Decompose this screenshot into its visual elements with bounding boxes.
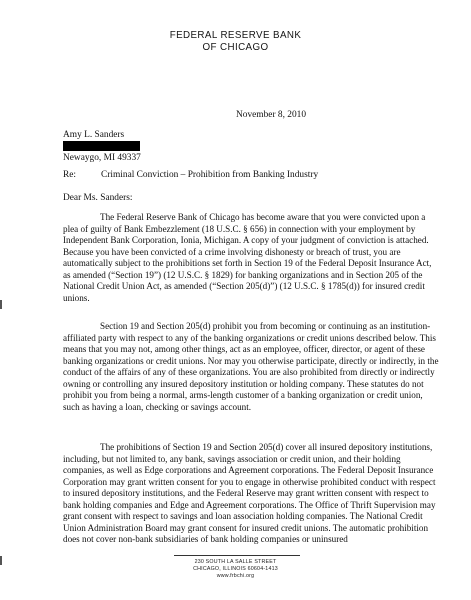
scan-edge-mark (0, 300, 2, 309)
recipient-city-line: Newaygo, MI 49337 (63, 153, 141, 163)
letterhead-line-2: OF CHICAGO (202, 42, 269, 53)
letter-date: November 8, 2010 (236, 110, 307, 120)
paragraph-text: Section 19 and Section 205(d) prohibit you from becoming or continuing as an institution-affiliated party with respect to any of the banking organizations or credit unions described below. This means that you may not, among other things, act as an employee, officer, director, or agent of these banking organizations or credit unions. Nor may you otherwise participate, directly or indirectly, in the conduct of the affairs of any of these organizations. You are also prohibited from directly or indirectly owning or controlling any insured depository institution or holding company. These statutes do not prohibit you from being a normal, arms-length customer of a banking organization or credit union, such as having a loan, checking or savings account. (63, 321, 439, 412)
subject-text: Criminal Conviction – Prohibition from Banking Industry (101, 170, 319, 180)
body-paragraph-1 (63, 212, 441, 304)
recipient-address (63, 129, 141, 164)
footer-website: www.frbchi.org (216, 573, 255, 580)
letterhead (0, 30, 471, 54)
redacted-street-address (63, 141, 140, 151)
footer-address (0, 559, 471, 581)
footer-divider (174, 555, 300, 556)
footer-city: CHICAGO, ILLINOIS 60604-1413 (193, 566, 278, 573)
letterhead-line-1: FEDERAL RESERVE BANK (169, 30, 302, 41)
body-paragraph-2 (63, 321, 441, 413)
salutation: Dear Ms. Sanders: (63, 193, 133, 203)
subject-label: Re: (63, 170, 77, 180)
scan-edge-mark (0, 556, 2, 565)
body-paragraph-3 (63, 442, 441, 546)
paragraph-text: The prohibitions of Section 19 and Section 205(d) cover all insured depository institutions, including, but not limited to, any bank, savings association or credit union, and their holding companies, as well as Edge corporations and Agreement corporations. The Federal Deposit Insurance Corporation may grant written consent for you to engage in otherwise prohibited conduct with respect to insured depository institutions, and the Federal Reserve may grant written consent with respect to bank holding companies and Edge and Agreement corporations. The Office of Thrift Supervision may grant consent with respect to savings and loan association holding companies. The National Credit Union Administration Board may grant consent for insured credit unions. The automatic prohibition does not cover non-bank subsidiaries of bank holding companies or uninsured (63, 442, 436, 545)
recipient-name: Amy L. Sanders (63, 130, 125, 140)
subject-line (63, 170, 319, 180)
footer-street: 230 SOUTH LA SALLE STREET (194, 559, 277, 565)
paragraph-text: The Federal Reserve Bank of Chicago has become aware that you were convicted upon a plea of guilty of Bank Embezzlement (18 U.S.C. § 656) in connection with your employment by Independent Bank Corporation, Ionia, Michigan. A copy of your judgment of conviction is attached. Because you have been convicted of a crime involving dishonesty or breach of trust, you are automatically subject to the prohibitions set forth in Section 19 of the Federal Deposit Insurance Act, as amended (“Section 19”) (12 U.S.C. § 1829) for banking organizations and in Section 205 of the National Credit Union Act, as amended (“Section 205(d)”) (12 U.S.C. § 1785(d)) for insured credit unions. (63, 212, 432, 303)
